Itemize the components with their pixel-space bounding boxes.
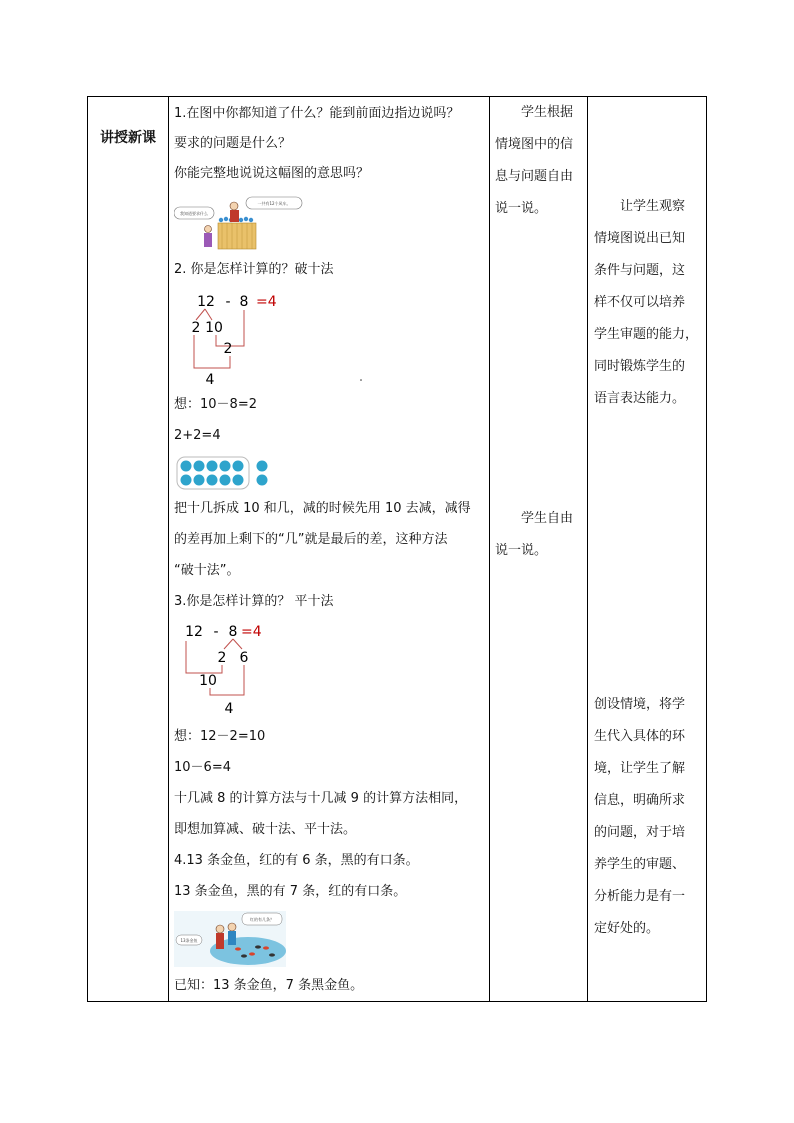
- split-part-second: 6: [239, 650, 249, 666]
- goldfish-scene-illustration: [174, 911, 286, 967]
- speech-bubble-left-text: 我知道要求什么: [180, 211, 208, 216]
- split-part-first: 2: [217, 650, 227, 666]
- design-intent-2-line-2: 生代入具体的环: [594, 729, 686, 744]
- girl-body: [216, 933, 224, 949]
- question-4-line-2: 13 条金鱼，黑的有 7 条，红的有口条。: [174, 884, 407, 899]
- student-activity-2-line-2: 说一说。: [495, 543, 548, 558]
- counting-dot: [207, 475, 218, 486]
- seller-body: [230, 210, 239, 222]
- design-intent-2-line-6: 养学生的审题、: [594, 857, 686, 872]
- design-intent-1-line-3: 条件与问题，这: [594, 263, 686, 278]
- final-difference: 4: [224, 701, 234, 717]
- subtrahend: 8: [228, 624, 238, 640]
- minus-sign: -: [213, 624, 219, 640]
- girl-figure: [205, 226, 212, 233]
- question-1-line-3: 你能完整地说说这幅图的意思吗？: [174, 166, 370, 181]
- counting-dot: [233, 475, 244, 486]
- partial-difference: 10: [199, 673, 217, 689]
- minus-sign: -: [225, 294, 231, 310]
- stray-dot: [360, 379, 362, 381]
- counting-dot: [181, 461, 192, 472]
- break-ten-diagram: [174, 288, 374, 388]
- design-intent-2-line-5: 的问题，对于培: [594, 825, 686, 840]
- design-intent-2-line-7: 分析能力是有一: [594, 889, 686, 904]
- boy-figure: [228, 923, 236, 931]
- lesson-table: [87, 96, 707, 1002]
- explanation-line-1: 把十几拆成 10 和几，减的时候先用 10 去减，减得: [174, 501, 471, 516]
- explanation-line-3: “破十法”。: [174, 563, 240, 578]
- student-activity-1-line-3: 息与问题自由: [495, 169, 574, 184]
- seller-figure: [230, 202, 238, 210]
- partial-difference: 2: [223, 341, 233, 357]
- question-3: 3.你是怎样计算的？ 平十法: [174, 594, 334, 609]
- speech-bubble-left-text: 13条金鱼: [180, 938, 198, 943]
- design-intent-1-line-2: 情境图说出已知: [594, 231, 686, 246]
- column-divider: [168, 97, 169, 1001]
- split-line-right: [205, 309, 212, 320]
- split-part-ten: 10: [205, 320, 223, 336]
- design-intent-1-line-6: 同时锻炼学生的: [594, 359, 686, 374]
- known-conditions: 已知：13 条金鱼，7 条黑金鱼。: [174, 978, 364, 993]
- student-activity-1: [495, 97, 587, 225]
- student-activity-1-line-4: 说一说。: [495, 201, 548, 216]
- final-difference: 4: [205, 372, 215, 388]
- counting-dot: [194, 475, 205, 486]
- split-line-right: [233, 639, 242, 649]
- question-1-line-2: 要求的问题是什么？: [174, 136, 292, 151]
- speech-bubble-right-text: 一共有12个风车。: [257, 201, 291, 206]
- explanation-line-2: 的差再加上剩下的“几”就是最后的差，这种方法: [174, 532, 448, 547]
- result: =4: [241, 624, 262, 640]
- question-2: 2. 你是怎样计算的？破十法: [174, 262, 334, 277]
- design-intent-2-line-8: 定好处的。: [594, 921, 660, 936]
- think-step-3: 想：12－2=10: [174, 729, 266, 744]
- design-intent-1-line-5: 学生审题的能力，: [594, 327, 699, 342]
- design-intent-1: [594, 191, 706, 415]
- split-line-left: [196, 309, 205, 320]
- split-line-left: [224, 639, 233, 649]
- minuend: 12: [197, 294, 215, 310]
- design-intent-2: [594, 689, 706, 945]
- design-intent-2-line-1: 创设情境，将学: [594, 697, 686, 712]
- design-intent-1-line-7: 语言表达能力。: [594, 391, 686, 406]
- counting-dot: [233, 461, 244, 472]
- counting-dot: [181, 475, 192, 486]
- think-step-2: 2+2=4: [174, 428, 221, 443]
- question-1-line-1: 1.在图中你都知道了什么？能到前面边指边说吗？: [174, 106, 460, 121]
- think-step-4: 10－6=4: [174, 760, 231, 775]
- student-activity-2-line-1: 学生自由: [521, 511, 574, 526]
- student-activity-1-line-1: 学生根据: [521, 105, 574, 120]
- girl-body: [204, 233, 212, 247]
- windmill-scene-illustration: [174, 193, 304, 253]
- split-part-ones: 2: [191, 320, 201, 336]
- student-activity-2: [495, 503, 587, 567]
- counting-dot: [220, 461, 231, 472]
- design-intent-1-line-1: 让学生观察: [620, 199, 686, 214]
- girl-figure: [216, 925, 224, 933]
- speech-bubble-right-text: 红的有几条？: [250, 917, 274, 922]
- result: =4: [256, 294, 277, 310]
- student-activity-1-line-2: 情境图中的信: [495, 137, 574, 152]
- column-divider: [489, 97, 490, 1001]
- counting-dot: [220, 475, 231, 486]
- counting-dot-extra: [257, 475, 268, 486]
- counting-dot: [194, 461, 205, 472]
- subtrahend: 8: [239, 294, 249, 310]
- section-label: 讲授新课: [100, 130, 156, 146]
- level-ten-diagram: [174, 619, 374, 719]
- column-divider: [587, 97, 588, 1001]
- boy-body: [228, 931, 236, 945]
- summary-line-2: 即想加算减、破十法、平十法。: [174, 822, 357, 837]
- counting-dot: [207, 461, 218, 472]
- question-4-line-1: 4.13 条金鱼，红的有 6 条，黑的有口条。: [174, 853, 419, 868]
- design-intent-2-line-4: 信息，明确所求: [594, 793, 686, 808]
- summary-line-1: 十几减 8 的计算方法与十几减 9 的计算方法相同，: [174, 791, 468, 806]
- think-step-1: 想：10－8=2: [174, 397, 257, 412]
- counting-dots-illustration: [176, 454, 276, 492]
- design-intent-1-line-4: 样不仅可以培养: [594, 295, 686, 310]
- design-intent-2-line-3: 境，让学生了解: [594, 761, 686, 776]
- minuend: 12: [185, 624, 203, 640]
- counting-dot-extra: [257, 461, 268, 472]
